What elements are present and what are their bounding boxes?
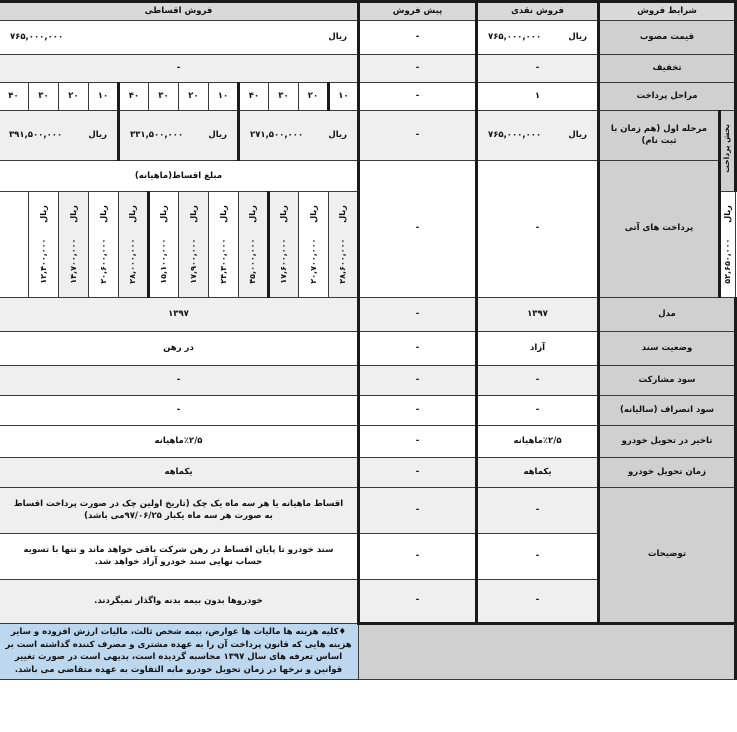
- cell-doc-status-pre: -: [359, 331, 477, 365]
- cell-installment-amount: [239, 192, 269, 298]
- installment-amount-value: ۱۵,۱۰۰,۰۰۰: [159, 238, 168, 284]
- cell-description-cash: -: [477, 533, 599, 579]
- cell-model-pre: -: [359, 297, 477, 331]
- row-label-partnership-profit: سود مشارکت: [599, 365, 736, 395]
- installment-amount-value: ۱۷,۹۰۰,۰۰۰: [188, 238, 198, 284]
- cell-installment-amount: [209, 192, 239, 298]
- cell-installment-amount: [179, 192, 209, 298]
- approved-price-inst-value: ۷۶۵,۰۰۰,۰۰۰: [9, 31, 64, 42]
- cell-stage-count: ۴۰: [119, 82, 149, 110]
- installment-amount-value: ۲۸,۶۰۰,۰۰۰: [338, 238, 347, 284]
- cell-installment-amount: [720, 192, 736, 298]
- cell-stage-count: ۳۰: [149, 82, 179, 110]
- cell-stage-count: ۳۰: [269, 82, 299, 110]
- installment-amount-unit: ریال: [159, 205, 168, 223]
- installment-amount-value: ۱۷,۶۰۰,۰۰۰: [279, 238, 288, 284]
- first-stage-group3-unit: ریال: [88, 129, 107, 140]
- cell-doc-status-cash: آزاد: [477, 331, 599, 365]
- installment-amount-unit: ریال: [38, 205, 48, 223]
- cell-description-cash: -: [477, 579, 599, 623]
- installment-amount-unit: ریال: [128, 205, 137, 223]
- row-label-discount: تخفیف: [599, 54, 736, 82]
- cell-description-cash: -: [477, 487, 599, 533]
- cell-approved-price-installment: [0, 20, 359, 54]
- installment-amount-value: ۲۰,۷۰۰,۰۰۰: [308, 238, 318, 284]
- cell-stage-count: ۲۰: [59, 82, 89, 110]
- cell-partnership-profit-pre: -: [359, 365, 477, 395]
- cell-delivery-delay-cash: ٪۲/۵ماهیانه: [477, 425, 599, 457]
- installment-amount-unit: ریال: [218, 205, 228, 223]
- installments-title: مبلغ اقساط(ماهیانه): [0, 160, 359, 191]
- installment-amount-value: ۱۴,۷۰۰,۰۰۰: [68, 238, 78, 284]
- first-stage-group1-unit: ریال: [328, 129, 347, 140]
- cell-installment-amount: [59, 192, 89, 298]
- footnote-spacer: [359, 623, 736, 679]
- cell-future-payments-cash: -: [477, 160, 599, 297]
- installment-amount-unit: ریال: [338, 205, 347, 223]
- cell-future-payments-pre: -: [359, 160, 477, 297]
- installment-amount-unit: ریال: [98, 205, 108, 223]
- installment-amount-unit: ریال: [188, 205, 198, 223]
- first-stage-group2-value: ۳۳۱,۵۰۰,۰۰۰: [130, 129, 184, 140]
- cell-description-installment: خودروها بدون بیمه بدنه واگذار نمیگردند.: [0, 579, 359, 623]
- cell-first-stage-group-3: [0, 110, 119, 160]
- installment-amount-unit: ریال: [68, 205, 78, 223]
- header-cash-sale: فروش نقدی: [477, 2, 599, 21]
- cell-delivery-time-pre: -: [359, 457, 477, 487]
- cell-discount-pre: -: [359, 54, 477, 82]
- cell-partnership-profit-installment: -: [0, 365, 359, 395]
- row-label-descriptions: توضیحات: [599, 487, 736, 623]
- cell-overdraft-profit-installment: -: [0, 395, 359, 425]
- row-label-first-stage: مرحله اول (هم زمان با ثبت نام): [599, 110, 720, 160]
- row-label-model: مدل: [599, 297, 736, 331]
- approved-price-cash-value: ۷۶۵,۰۰۰,۰۰۰: [488, 31, 542, 42]
- cell-stage-count: ۲۰: [179, 82, 209, 110]
- row-label-overdraft-profit: سود انصراف (سالیانه): [599, 395, 736, 425]
- cell-partnership-profit-cash: -: [477, 365, 599, 395]
- header-pre-sale: پیش فروش: [359, 2, 477, 21]
- cell-installment-amount: [29, 192, 59, 298]
- first-stage-group2-unit: ریال: [208, 129, 227, 140]
- row-label-approved-price: قیمت مصوب: [599, 20, 736, 54]
- cell-installment-amount: [119, 192, 149, 298]
- cell-delivery-time-installment: یکماهه: [0, 457, 359, 487]
- cell-installment-amount: [89, 192, 119, 298]
- cell-installment-amount: [299, 192, 329, 298]
- installment-amount-value: ۴۵,۰۰۰,۰۰۰: [248, 238, 257, 284]
- cell-installment-amount: [329, 192, 359, 298]
- installment-amount-value: ۲۸,۰۰۰,۰۰۰: [128, 238, 137, 284]
- table-row: [0, 457, 736, 487]
- cell-first-stage-pre: -: [359, 110, 477, 160]
- cell-stage-count: ۱۰: [209, 82, 239, 110]
- cell-description-installment: اقساط ماهیانه یا هر سه ماه یک چک (تاریخ اولین چک در صورت پرداخت اقساط به صورت هر سه ماه یکبار ۹۷/۰۶/۲۵می باشد): [0, 487, 359, 533]
- footnote-row: [0, 623, 736, 679]
- cell-stages-cash: ۱: [477, 82, 599, 110]
- cell-stage-count: ۳۰: [29, 82, 59, 110]
- first-stage-cash-unit: ریال: [568, 129, 587, 140]
- cell-stage-count: ۱۰: [89, 82, 119, 110]
- cell-stage-count: ۴۰: [239, 82, 269, 110]
- cell-delivery-time-cash: یکماهه: [477, 457, 599, 487]
- header-conditions: شرایط فروش: [599, 2, 736, 21]
- row-label-payment-stages: مراحل پرداخت: [599, 82, 736, 110]
- table-row: [0, 425, 736, 457]
- table-row: [0, 297, 736, 331]
- cell-approved-price-cash: [477, 20, 599, 54]
- installment-amount-value: ۲۴,۳۰۰,۰۰۰: [218, 238, 228, 284]
- cell-doc-status-installment: در رهن: [0, 331, 359, 365]
- table-row: [0, 160, 736, 191]
- table-row: [0, 54, 736, 82]
- cell-delivery-delay-installment: ٪۲/۵ماهیانه: [0, 425, 359, 457]
- approved-price-inst-unit: ریال: [328, 31, 347, 42]
- installment-amount-unit: ریال: [279, 205, 288, 223]
- cell-description-installment: سند خودرو تا پایان اقساط در رهن شرکت باقی خواهد ماند و تنها با تسویه حساب نهایی سند خودرو آزاد خواهد شد.: [0, 533, 359, 579]
- cell-installment-amount: [269, 192, 299, 298]
- section-label-text: بخش پرداخت: [722, 124, 732, 173]
- cell-first-stage-cash: [477, 110, 599, 160]
- row-label-delivery-time: زمان تحویل خودرو: [599, 457, 736, 487]
- cell-approved-price-pre: -: [359, 20, 477, 54]
- cell-overdraft-profit-pre: -: [359, 395, 477, 425]
- cell-description-pre: -: [359, 533, 477, 579]
- installment-amount-unit: ریال: [248, 205, 257, 223]
- cell-delivery-delay-pre: -: [359, 425, 477, 457]
- installment-amount-unit: ریال: [308, 205, 318, 223]
- cell-stages-pre: -: [359, 82, 477, 110]
- cell-discount-cash: -: [477, 54, 599, 82]
- footnote-text: ♦کلیه هزینه ها مالیات ها عوارض، بیمه شخص ثالث، مالیات ارزش افزوده و سایر هزینه هایی که قانون پرداخت آن را به عهده مشتری و مصرف کننده گذاشته است بر اساس تعرفه های سال ۱۳۹۷ محاسبه گردیده است، بدیهی است در صورت تغییر قوانین و نرخها در زمان تحویل خودرو مابه التفاوت به عهده متقاضی می باشد.: [0, 623, 359, 679]
- row-label-doc-status: وضعیت سند: [599, 331, 736, 365]
- cell-description-pre: -: [359, 487, 477, 533]
- installment-amount-value: ۲۰,۶۰۰,۰۰۰: [98, 238, 108, 284]
- first-stage-cash-value: ۷۶۵,۰۰۰,۰۰۰: [488, 129, 542, 140]
- cell-stage-count: ۴۰: [0, 82, 29, 110]
- cell-installment-amount: [149, 192, 179, 298]
- table-row: [0, 365, 736, 395]
- table-row: [0, 20, 736, 54]
- table-row: [0, 331, 736, 365]
- table-row: [0, 82, 736, 110]
- table-row: [0, 487, 736, 533]
- cell-stage-count: ۲۰: [299, 82, 329, 110]
- header-installment-sale: فروش اقساطی: [0, 2, 359, 21]
- installment-amount-unit: ریال: [723, 205, 732, 223]
- cell-first-stage-group-1: [239, 110, 359, 160]
- cell-description-pre: -: [359, 579, 477, 623]
- cell-model-cash: ۱۳۹۷: [477, 297, 599, 331]
- cell-overdraft-profit-cash: -: [477, 395, 599, 425]
- installment-amount-value: ۱۲,۴۰۰,۰۰۰: [38, 238, 48, 284]
- table-header-row: [0, 2, 736, 21]
- installment-amount-value: ۵۲,۶۵۰,۰۰۰: [723, 238, 732, 284]
- cell-first-stage-group-2: [119, 110, 239, 160]
- row-label-delivery-delay: تاخیر در تحویل خودرو: [599, 425, 736, 457]
- table-row: [0, 395, 736, 425]
- approved-price-cash-unit: ریال: [568, 31, 587, 42]
- row-label-future-payments: پرداخت های آتی: [599, 160, 720, 297]
- cell-discount-installment: -: [0, 54, 359, 82]
- section-label-payment-part: [720, 110, 736, 191]
- table-row: [0, 110, 736, 160]
- cell-stage-count: ۱۰: [329, 82, 359, 110]
- first-stage-group3-value: ۳۹۱,۵۰۰,۰۰۰: [8, 129, 63, 140]
- cell-model-installment: ۱۳۹۷: [0, 297, 359, 331]
- first-stage-group1-value: ۲۷۱,۵۰۰,۰۰۰: [250, 129, 304, 140]
